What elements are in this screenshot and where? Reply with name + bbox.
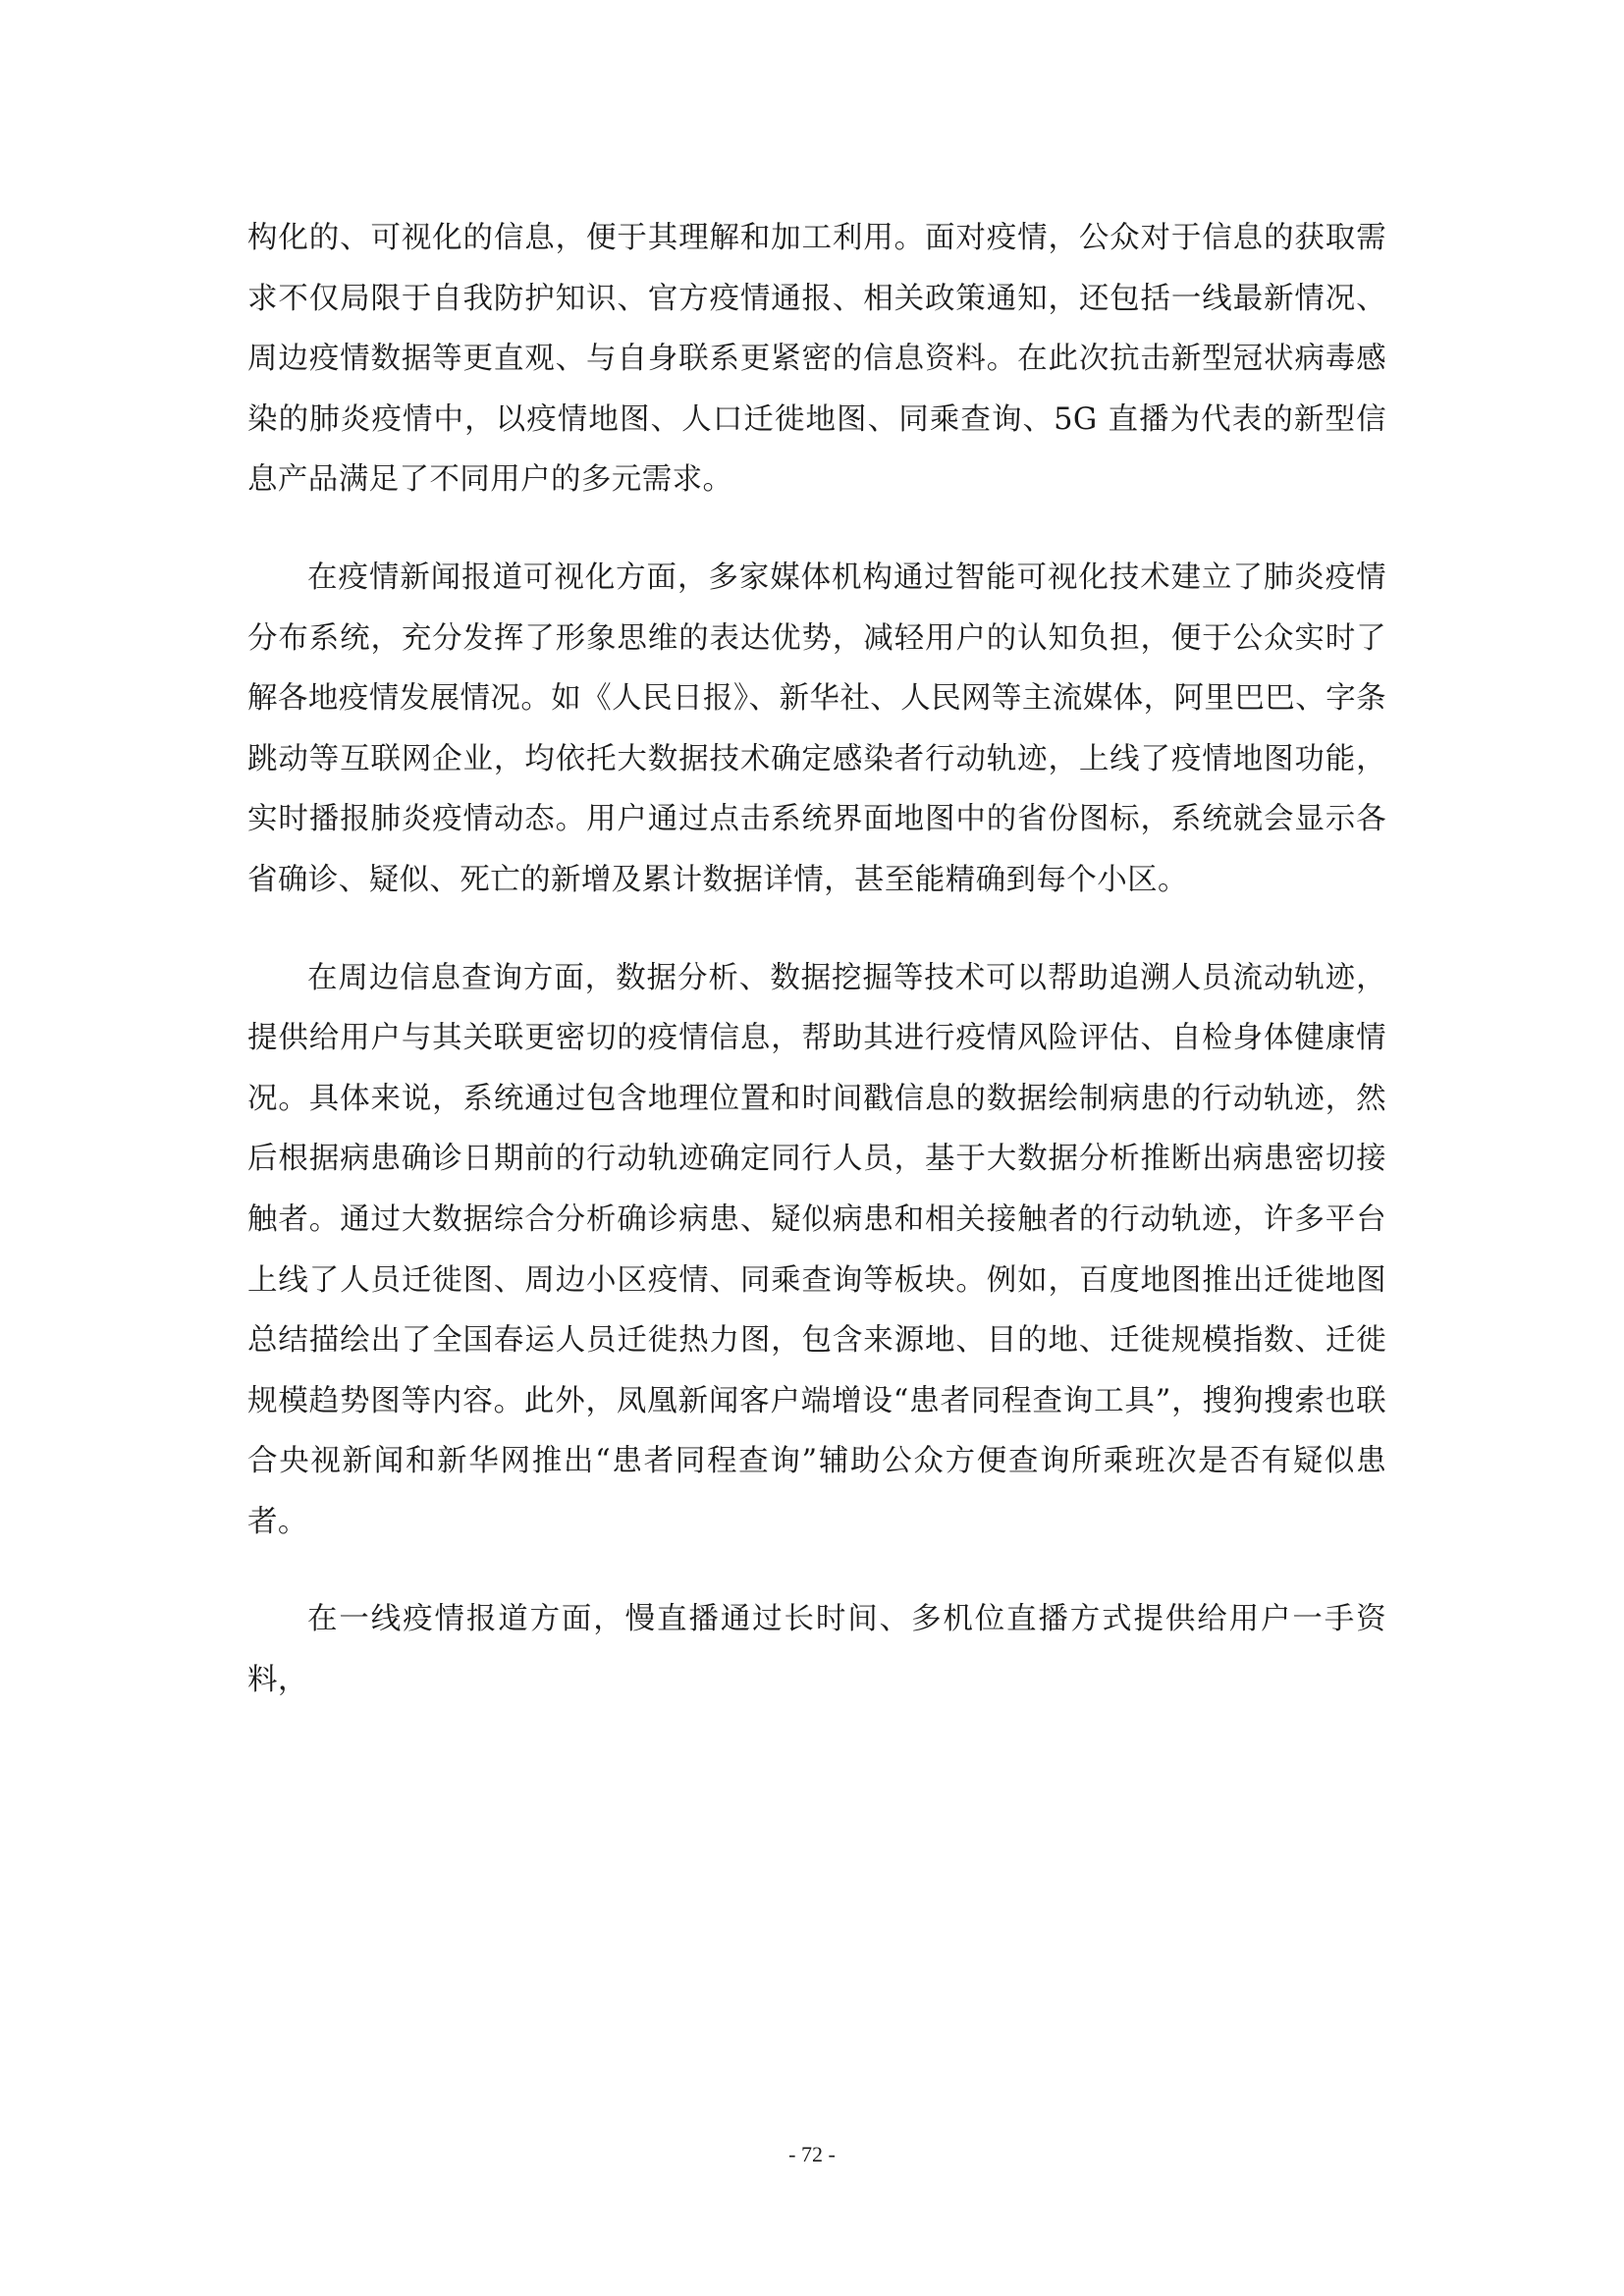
paragraph-nearby-query: 在周边信息查询方面，数据分析、数据挖掘等技术可以帮助追溯人员流动轨迹，提供给用户与其关联更密切的疫情信息，帮助其进行疫情风险评估、自检身体健康情况。具体来说，系统通过包含地理位置和时间戳信息的数据绘制病患的行动轨迹，然后根据病患确诊日期前的行动轨迹确定同行人员，基于大数据分析推断出病患密切接触者。通过大数据综合分析确诊病患、疑似病患和相关接触者的行动轨迹，许多平台上线了人员迁徙图、周边小区疫情、同乘查询等板块。例如，百度地图推出迁徙地图总结描绘出了全国春运人员迁徙热力图，包含来源地、目的地、迁徙规模指数、迁徙规模趋势图等内容。此外，凤凰新闻客户端增设“患者同程查询工具”，搜狗搜索也联合央视新闻和新华网推出“患者同程查询”辅助公众方便查询所乘班次是否有疑似患者。 xyxy=(247,960,1386,1539)
paragraph-visualization: 在疫情新闻报道可视化方面，多家媒体机构通过智能可视化技术建立了肺炎疫情分布系统，充分发挥了形象思维的表达优势，减轻用户的认知负担，便于公众实时了解各地疫情发展情况。如《人民日报》、新华社、人民网等主流媒体，阿里巴巴、字条跳动等互联网企业，均依托大数据技术确定感染者行动轨迹，上线了疫情地图功能，实时播报肺炎疫情动态。用户通过点击系统界面地图中的省份图标，系统就会显示各省确诊、疑似、死亡的新增及累计数据详情，甚至能精确到每个小区。 xyxy=(247,560,1386,897)
paragraph-frontline-report: 在一线疫情报道方面，慢直播通过长时间、多机位直播方式提供给用户一手资料， xyxy=(247,1602,1386,1698)
page-number: - 72 - xyxy=(788,2142,836,2166)
body-text xyxy=(247,208,1386,1748)
paragraph-continued: 构化的、可视化的信息，便于其理解和加工利用。面对疫情，公众对于信息的获取需求不仅局限于自我防护知识、官方疫情通报、相关政策通知，还包括一线最新情况、周边疫情数据等更直观、与自身联系更紧密的信息资料。在此次抗击新型冠状病毒感染的肺炎疫情中，以疫情地图、人口迁徙地图、同乘查询、5G 直播为代表的新型信息产品满足了不同用户的多元需求。 xyxy=(247,221,1386,498)
